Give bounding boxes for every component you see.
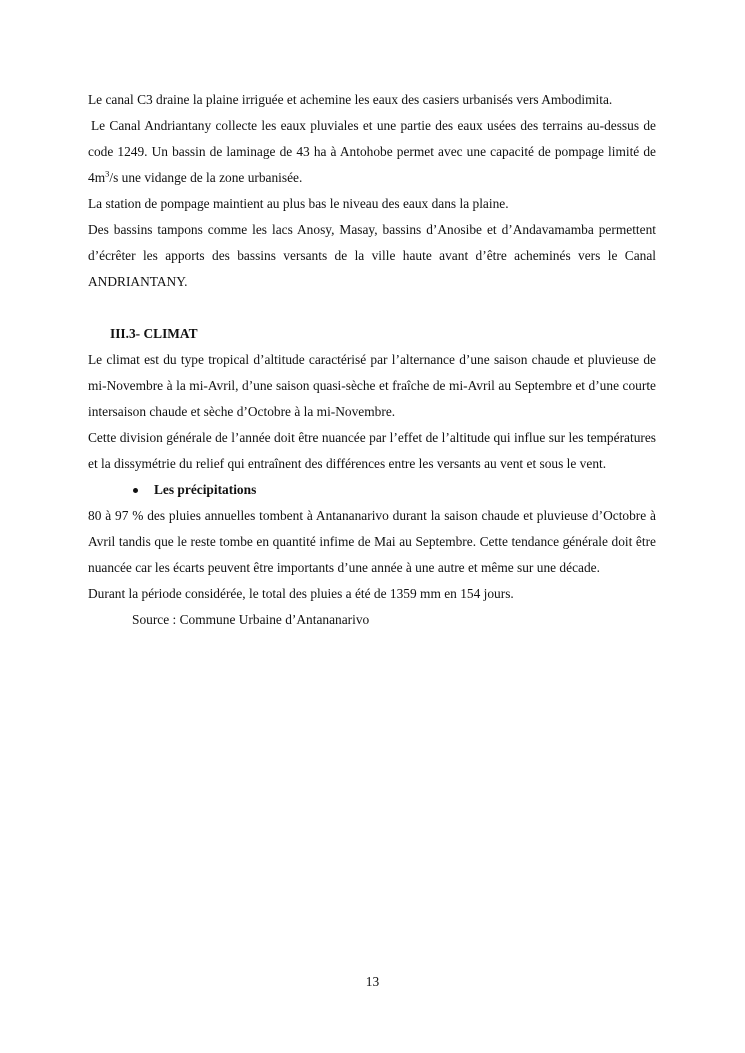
bullet-icon (133, 488, 138, 493)
paragraph-bassins-tampons: Des bassins tampons comme les lacs Anosy, Masay, bassins d’Anosibe et d’Andavamamba permettent d’écrêter les apports des bassins versants de la ville haute avant d’être acheminés vers le Canal ANDRIANTANY. (88, 222, 656, 289)
source-citation: Source : Commune Urbaine d’Antananarivo (132, 612, 370, 627)
paragraph-canal-andriantany (88, 113, 656, 191)
bullet-heading-precipitations: Les précipitations (154, 482, 257, 497)
bullet-item-precipitations (88, 477, 656, 503)
page-body (88, 87, 656, 633)
superscript-cube: 3 (105, 168, 110, 179)
section-heading-climat: III.3- CLIMAT (110, 326, 198, 341)
blank-line (88, 295, 656, 321)
paragraph-climat-type: Le climat est du type tropical d’altitude caractérisé par l’alternance d’une saison chaude et pluvieuse de mi-Novembre à la mi-Avril, d’une saison quasi-sèche et fraîche de mi-Avril au Septembre et d’une courte intersaison chaude et sèche d’Octobre à la mi-Novembre. (88, 352, 656, 419)
paragraph-station-pompage: La station de pompage maintient au plus bas le niveau des eaux dans la plaine. (88, 196, 509, 211)
paragraph-canal-andriantany-text-end: /s une vidange de la zone urbanisée. (109, 170, 303, 185)
page-number: 13 (365, 974, 380, 989)
paragraph-canal-andriantany-text: Le Canal Andriantany collecte les eaux pluviales et une partie des eaux usées des terrains au-dessus de code 1249. Un bassin de laminage de 43 ha à Antohobe permet avec une capacité de pompage limité de 4m (88, 118, 656, 185)
paragraph-canal-c3: Le canal C3 draine la plaine irriguée et achemine les eaux des casiers urbanisés vers Ambodimita. (88, 92, 613, 107)
paragraph-precipitations: 80 à 97 % des pluies annuelles tombent à Antananarivo durant la saison chaude et pluvieuse d’Octobre à Avril tandis que le reste tombe en quantité infime de Mai au Septembre. Cette tendance générale doit être nuancée car les écarts peuvent être importants d’une année à une autre et même sur une décade. (88, 508, 656, 575)
paragraph-climat-division: Cette division générale de l’année doit être nuancée par l’effet de l’altitude qui influe sur les températures et la dissymétrie du relief qui entraînent des différences entre les versants au vent et sous le vent. (88, 430, 656, 471)
paragraph-total-pluies: Durant la période considérée, le total des pluies a été de 1359 mm en 154 jours. (88, 586, 514, 601)
